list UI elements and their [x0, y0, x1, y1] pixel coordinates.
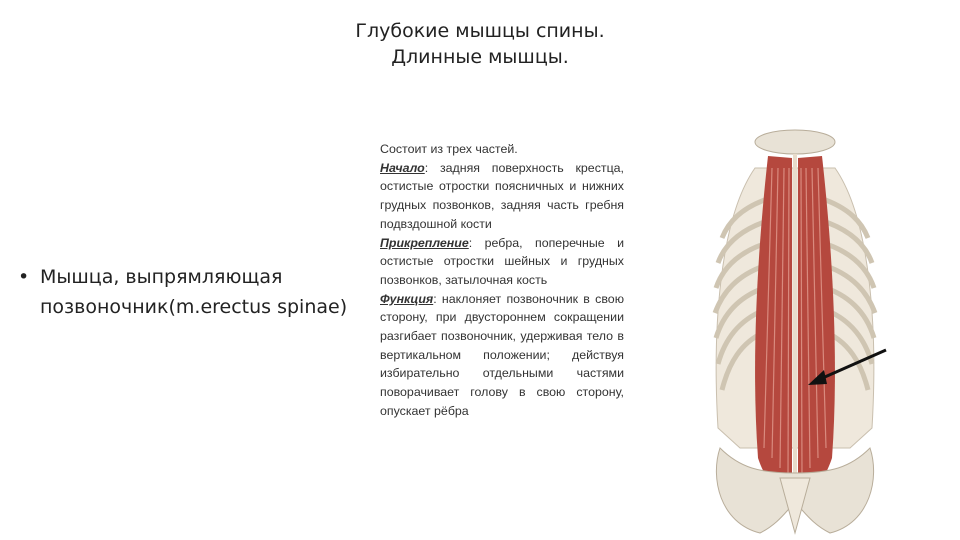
- origin-text: : задняя поверхность крестца, остистые отростки поясничных и нижних грудных позвонков, задняя часть гребня подвздошной кости: [380, 160, 624, 231]
- origin-label: Начало: [380, 160, 425, 175]
- description-function: [380, 290, 624, 421]
- description-origin: [380, 159, 624, 234]
- insertion-label: Прикрепление: [380, 235, 469, 250]
- bullet-dot: •: [18, 266, 30, 288]
- title-line-2: Длинные мышцы.: [391, 46, 569, 68]
- muscle-description: [380, 140, 624, 421]
- description-intro: Состоит из трех частей.: [380, 142, 518, 156]
- function-text: : наклоняет позвоночник в свою сторону, при двустороннем сокращении разгибает позвоночник, удерживая тело в вертикальном положении; действуя избирательно отдельными частями поворачивает голову в свою сторону, опускает рёбра: [380, 291, 624, 418]
- back-muscles-illustration: [700, 128, 890, 540]
- insertion-text: : ребра, поперечные и остистые отростки шейных и грудных позвонков, затылочная кость: [380, 235, 624, 287]
- title-line-1: Глубокие мышцы спины.: [355, 20, 605, 42]
- skull-base: [755, 130, 835, 154]
- bullet-text: Мышца, выпрямляющая позвоночник(m.erectus spinae): [40, 266, 348, 318]
- function-label: Функция: [380, 291, 434, 306]
- slide-title: [280, 18, 680, 70]
- description-insertion: [380, 234, 624, 290]
